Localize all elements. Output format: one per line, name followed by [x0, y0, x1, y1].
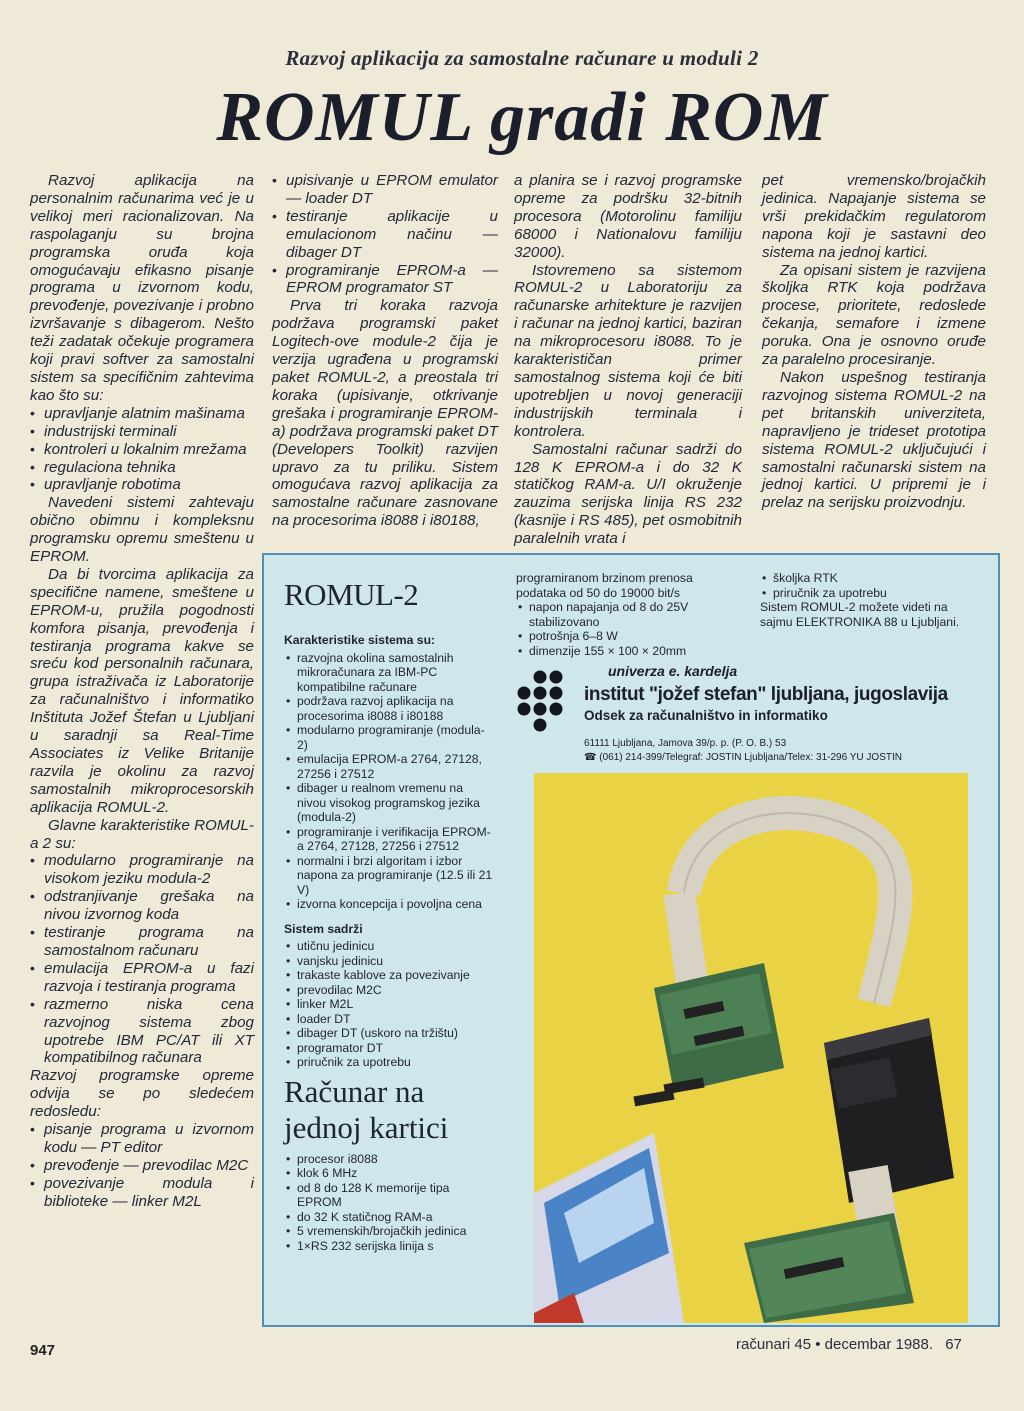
col1-list-3 [30, 1121, 254, 1211]
list-item: • 5 vremenskih/brojačkih jedinica [284, 1224, 494, 1239]
list-item: • testiranje programa na samostalnom računaru [30, 924, 254, 960]
list-item: • regulaciona tehnika [30, 459, 254, 477]
list-item: • 1×RS 232 serijska linija s [284, 1239, 494, 1254]
kicker-title: Razvoj aplikacija za samostalne računare u moduli 2 [285, 46, 759, 70]
list-item: • podržava razvoj aplikacija na procesorima i8088 i i80188 [284, 694, 494, 723]
list-item: • priručnik za upotrebu [760, 586, 972, 601]
list-item: • emulacija EPROM-a 2764, 27128, 27256 i 27512 [284, 752, 494, 781]
list-item: • klok 6 MHz [284, 1166, 494, 1181]
list-item: • razvojna okolina samostalnih mikroračunara za IBM-PC kompatibilne računare [284, 651, 494, 695]
col2-paragraph-1: Prva tri koraka razvoja podržava programski paket Logitech-ove module-2 čija je verzija ugrađena u programski paket ROMUL-2, a preostala tri koraka (upisivanje, otkrivanje grešaka i programiranje EPROM-a) podržava programski paket DT (Developers Toolkit) razvijen upravo za tu priliku. Sistem omogućava razvoj aplikacija za samostalne računare zasnovane na procesorima i8088 i i80188, [272, 297, 498, 530]
list-item: • industrijski terminali [30, 423, 254, 441]
list-item: • izvorna koncepcija i povoljna cena [284, 897, 494, 912]
box-left-column [284, 627, 494, 1253]
list-item: • kontroleri u lokalnim mrežama [30, 441, 254, 459]
list-item: • prevođenje — prevodilac M2C [30, 1157, 254, 1175]
mid-lead-text: programiranom brzinom prenosa podataka od 50 do 19000 bit/s [516, 571, 693, 600]
institute-name: institut "jožef stefan" ljubljana, jugoslavija [584, 684, 948, 705]
romul-info-box [262, 553, 1000, 1327]
col1-list-1 [30, 405, 254, 495]
footer-issue-text: računari 45 • decembar 1988. [736, 1336, 934, 1353]
col4-paragraph-2: Nakon uspešnog testiranja razvojnog sistema ROMUL-2 na pet britanskih univerziteta, napravljeno je trideset prototipa sistema ROMUL-2 uključujući i samostalni računarski sistem na jednoj kartici. U pripremi je i prelaz na serijsku proizvodnju. [762, 368, 986, 512]
card-list [284, 1152, 494, 1254]
col1-paragraph-4: Glavne karakteristike ROMUL-a 2 su: [30, 816, 254, 852]
list-item: • do 32 K statičnog RAM-a [284, 1210, 494, 1225]
list-item: • napon napajanja od 8 do 25V stabilizovano [516, 600, 738, 629]
mid-list [516, 600, 738, 658]
column-1 [30, 172, 254, 1211]
col4-paragraph-0: pet vremensko/brojačkih jedinica. Napajanje sistema se vrši prekidačkim regulatorom napona koji je sastavni deo sistema na jednoj kartici. [762, 172, 986, 261]
col1-paragraph-3: Da bi tvorcima aplikacija za specifične namene, smeštene u EPROM-u, pružila pogodnosti komfora pisanja, prevođenja i testiranja programa kakve se sreću kod personalnih računara, grupa istraživača iz Laboratorije za računalništvo i informatiko Inštituta Jožef Štefan u Ljubljani u saradnji sa Real-Time Associates iz Velike Britanije razvila je okolinu za razvoj samostalnih mikroprocesorskih aplikacija ROMUL-2. [30, 565, 254, 816]
col3-paragraph-0: a planira se i razvoj programske opreme za podršku 32-bitnih procesora (Motorolinu familiju 68000 i Nationalovu familiju 32000). [514, 172, 742, 261]
col4-paragraph-1: Za opisani sistem je razvijena školjka RTK koja podržava procese, prioritete, redoslede čekanja, semafore i izmene poruka. Ona je osnovno oruđe za paralelno procesiranje. [762, 261, 986, 369]
list-item: • linker M2L [284, 997, 494, 1012]
right-list [760, 571, 972, 600]
list-item: • vanjsku jedinicu [284, 954, 494, 969]
list-item: • emulacija EPROM-a u fazi razvoja i testiranja programa [30, 960, 254, 996]
list-item: • od 8 do 128 K memorije tipa EPROM [284, 1181, 494, 1210]
footer-issue [736, 1336, 962, 1353]
list-item: • procesor i8088 [284, 1152, 494, 1167]
list-item: • upravljanje robotima [30, 476, 254, 494]
card-title: Računar na jednoj kartici [284, 1073, 449, 1145]
features-heading: Karakteristike sistema su: [284, 633, 436, 647]
list-item: • dibager DT (uskoro na tržištu) [284, 1026, 494, 1041]
list-item: • povezivanje modula i biblioteke — linker M2L [30, 1175, 254, 1211]
list-item: • modularno programiranje na visokom jeziku modula-2 [30, 852, 254, 888]
institute-address-line-2: ☎ (061) 214-399/Telegraf: JOSTIN Ljubljana/Telex: 31-296 YU JOSTIN [584, 752, 902, 763]
institute-block [584, 663, 948, 765]
list-item: • modularno programiranje (modula-2) [284, 723, 494, 752]
list-item: • priručnik za upotrebu [284, 1055, 494, 1070]
institute-address-line-1: 61111 Ljubljana, Jamova 39/p. p. (P. O. B.) 53 [584, 738, 787, 749]
product-photo [534, 773, 968, 1323]
list-item: • dimenzije 155 × 100 × 20mm [516, 644, 738, 659]
col1-paragraph-2: Navedeni sistemi zahtevaju obično obimnu i kompleksnu programsku opremu smeštenu u EPROM. [30, 494, 254, 566]
box-title: ROMUL-2 [284, 577, 419, 612]
col3-paragraph-2: Samostalni računar sadrži do 128 K EPROM-a i do 32 K statičkog RAM-a. U/I okruženje zauzima serijska linija RS 232 (kasnije i RS 485), pet osmobitnih paralelnih vrata i [514, 440, 742, 548]
list-item: • dibager u realnom vremenu na nivou visokog programskog jezika (modula-2) [284, 781, 494, 825]
list-item: • upisivanje u EPROM emulator — loader DT [272, 172, 498, 208]
list-item: • programiranje EPROM-a — EPROM programator ST [272, 262, 498, 298]
institute-address [584, 737, 948, 765]
col2-list-1 [272, 172, 498, 297]
list-item: • programator DT [284, 1041, 494, 1056]
col3-paragraph-1: Istovremeno sa sistemom ROMUL-2 u Laboratoriju za računarske arhitekture je razvijen i računar na jednoj kartici, baziran na mikroprocesoru i8088. To je karakterističan primer samostalnog sistema koji će biti upotrebljen u novoj generaciji industrijskih terminala i kontrolera. [514, 261, 742, 440]
list-item: • odstranjivanje grešaka na nivou izvornog koda [30, 888, 254, 924]
list-item: • pisanje programa u izvornom kodu — PT editor [30, 1121, 254, 1157]
col1-list-2 [30, 852, 254, 1067]
headline: ROMUL gradi ROM [216, 79, 828, 156]
list-item: • programiranje i verifikacija EPROM-a 2764, 27128, 27256 i 27512 [284, 825, 494, 854]
contents-list [284, 939, 494, 1070]
right-note: Sistem ROMUL-2 možete videti na sajmu ELEKTRONIKA 88 u Ljubljani. [760, 600, 960, 629]
features-list [284, 651, 494, 912]
institute-department: Odsek za računalništvo in informatiko [584, 708, 828, 723]
list-item: • utičnu jedinicu [284, 939, 494, 954]
list-item: • potrošnja 6–8 W [516, 629, 738, 644]
contents-heading: Sistem sadrži [284, 921, 363, 936]
list-item: • trakaste kablove za povezivanje [284, 968, 494, 983]
list-item: • loader DT [284, 1012, 494, 1027]
col1-paragraph-1: Razvoj aplikacija na personalnim računarima već je u velikoj meri racionalizovan. Na raspolaganju su brojna programska oruđa koja omogućavaju efikasno pisanje programa u izvornom kodu, prevođenje, povezivanje i probno izvršavanje s dibagerom. Nešto teži zadatak očekuje programera koji pravi softver za samostalni sistem sa specifičnim zahtevima kao što su: [30, 172, 254, 404]
column-4 [762, 172, 986, 512]
institute-logo-icon [510, 667, 566, 737]
list-item: • školjka RTK [760, 571, 972, 586]
list-item: • testiranje aplikacije u emulacionom načinu — dibager DT [272, 208, 498, 262]
list-item: • razmerno niska cena razvojnog sistema zbog upotrebe IBM PC/AT ili XT kompatibilnog računara [30, 996, 254, 1068]
list-item: • upravljanje alatnim mašinama [30, 405, 254, 423]
list-item: • normalni i brzi algoritam i izbor napona za programiranje (12.5 ili 21 V) [284, 854, 494, 898]
box-right-column [760, 571, 972, 629]
column-3 [514, 172, 742, 548]
box-middle-column [516, 571, 738, 658]
footer-left-number: 947 [30, 1342, 56, 1359]
footer-page-number: 67 [945, 1336, 962, 1353]
column-2 [272, 172, 498, 530]
institute-university: univerza e. kardelja [608, 663, 738, 679]
col1-paragraph-5: Razvoj programske opreme odvija se po sledećem redosledu: [30, 1067, 254, 1121]
list-item: • prevodilac M2C [284, 983, 494, 998]
